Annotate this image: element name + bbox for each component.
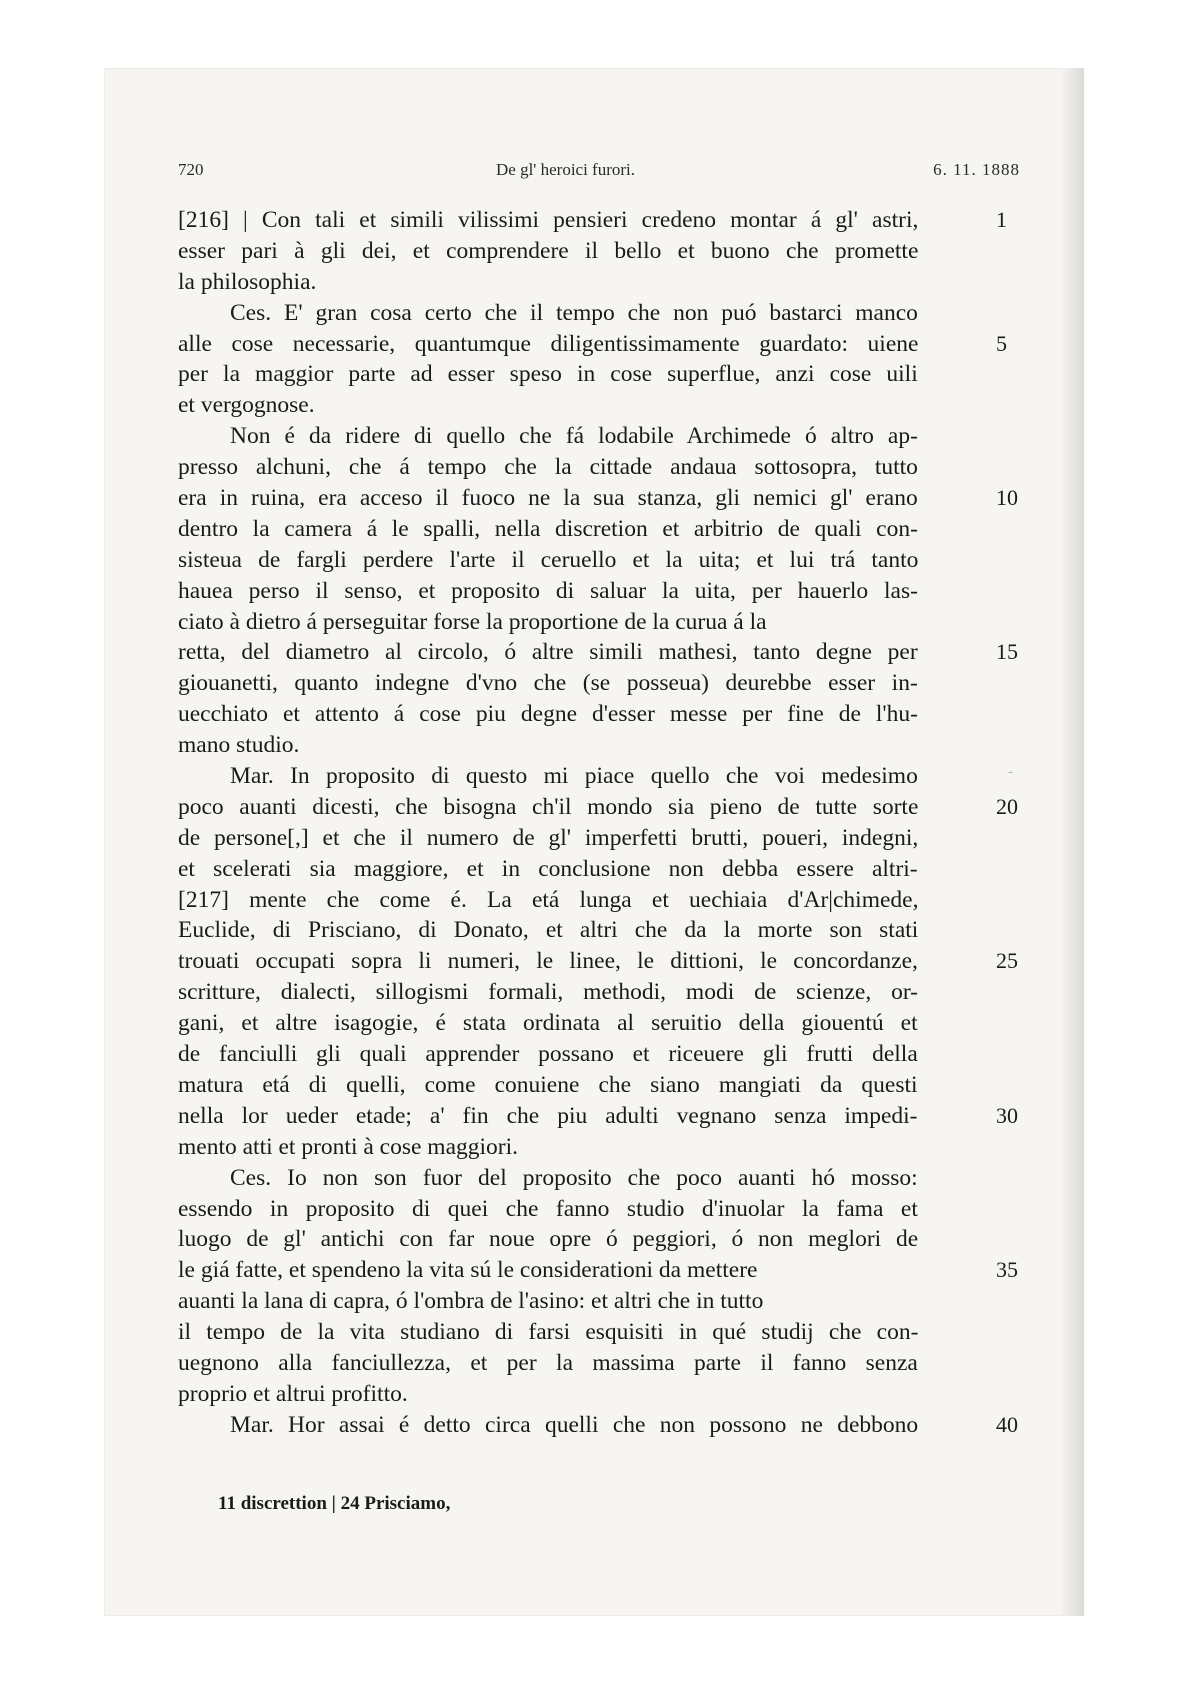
line-text: luogo de gl' antichi con far noue opre ó peggiori, ó non meglori de	[178, 1226, 919, 1253]
line-text: [216] | Con tali et simili vilissimi pensieri credeno montar á gl' astri,	[178, 207, 919, 233]
line-text: poco auanti dicesti, che bisogna ch'il mondo sia pieno de tutte sorte	[178, 793, 919, 820]
line-text: Ces. Io non son fuor del proposito che poco auanti hó mosso:	[230, 1164, 918, 1191]
text-line	[178, 1132, 984, 1163]
text-line	[178, 483, 1018, 514]
text-line	[178, 267, 984, 298]
text-line	[178, 946, 1018, 977]
text-line	[178, 1070, 984, 1101]
text-line	[178, 205, 1007, 236]
text-line	[178, 1224, 984, 1255]
text-line	[178, 1379, 984, 1410]
line-text: Non é da ridere di quello che fá lodabile Archimede ó altro ap-	[230, 423, 918, 450]
line-text: Mar. Hor assai é detto circa quelli che non possono ne debbono	[230, 1411, 919, 1438]
text-line	[178, 1317, 984, 1348]
page-header	[178, 160, 1020, 182]
line-text: sisteua de fargli perdere l'arte il ceruello et la uita; et lui trá tanto	[178, 546, 919, 573]
text-line	[178, 1255, 1018, 1286]
page-number: 720	[178, 160, 204, 179]
text-line	[178, 236, 984, 267]
line-text: trouati occupati sopra li numeri, le linee, le dittioni, le concordanze,	[178, 948, 918, 975]
line-text: de persone[,] et che il numero de gl' imperfetti brutti, poueri, indegni,	[178, 824, 919, 851]
text-line	[178, 390, 984, 421]
text-line	[178, 452, 984, 483]
running-title: De gl' heroici furori.	[496, 160, 636, 179]
line-text: la philosophia.	[178, 268, 317, 295]
line-text: Euclide, di Prisciano, di Donato, et altri che da la morte son stati	[178, 917, 919, 944]
margin-mark: -	[1008, 763, 1014, 781]
text-line	[178, 545, 984, 576]
text-line	[178, 607, 984, 638]
line-number: 1	[996, 207, 1007, 232]
line-text: presso alchuni, che á tempo che la cittade andaua sottosopra, tutto	[178, 454, 918, 481]
text-line	[178, 1410, 1018, 1441]
line-text: gani, et altre isagogie, é stata ordinata al seruitio della giouentú et	[178, 1010, 918, 1037]
line-text: [217] mente che come é. La etá lunga et uechiaia d'Ar|chimede,	[178, 886, 919, 913]
text-line	[178, 637, 1018, 668]
line-text: uecchiato et attento á cose piu degne d'esser messe per fine de l'hu-	[178, 701, 918, 728]
header-date: 6. 11. 1888	[933, 160, 1020, 179]
line-text: esser pari à gli dei, et comprendere il bello et buono che promette	[178, 237, 919, 264]
line-text: alle cose necessarie, quantumque diligentissimamente guardato: uiene	[178, 330, 919, 357]
text-line	[178, 1286, 984, 1317]
text-line	[178, 761, 1014, 792]
text-line	[178, 329, 1007, 360]
line-number: 5	[996, 330, 1007, 356]
text-line	[178, 792, 1018, 823]
line-text: de fanciulli gli quali apprender possano et riceuere gli frutti della	[178, 1041, 918, 1068]
footnote-variants: 11 discrettion | 24 Prisciamo,	[218, 1493, 451, 1514]
line-text: le giá fatte, et spendeno la vita sú le considerationi da mettere	[178, 1257, 758, 1284]
line-text: dentro la camera á le spalli, nella discretion et arbitrio de quali con-	[178, 515, 918, 542]
line-text: essendo in proposito di quei che fanno studio d'inuolar la fama et	[178, 1195, 918, 1222]
line-text: Mar. In proposito di questo mi piace quello che voi medesimo	[230, 763, 918, 790]
line-text: giouanetti, quanto indegne d'vno che (se posseua) deurebbe esser in-	[178, 670, 918, 697]
line-number: 20	[996, 793, 1018, 819]
text-line	[178, 977, 984, 1008]
line-text: auanti la lana di capra, ó l'ombra de l'asino: et altri che in tutto	[178, 1288, 764, 1315]
text-line	[178, 298, 984, 329]
text-line	[178, 854, 984, 885]
line-text: retta, del diametro al circolo, ó altre simili mathesi, tanto degne per	[178, 639, 918, 666]
text-line	[178, 668, 984, 699]
line-text: proprio et altrui profitto.	[178, 1380, 408, 1407]
line-text: per la maggior parte ad esser speso in cose superflue, anzi cose uili	[178, 361, 918, 388]
line-number: 15	[996, 639, 1018, 665]
line-number: 40	[996, 1411, 1018, 1437]
text-line	[178, 421, 984, 452]
text-line	[178, 885, 984, 916]
line-number: 35	[996, 1257, 1018, 1283]
line-number: 10	[996, 485, 1018, 511]
line-text: hauea perso il senso, et proposito di saluar la uita, per hauerlo las-	[178, 577, 918, 604]
line-text: il tempo de la vita studiano di farsi esquisiti in qué studij che con-	[178, 1319, 919, 1346]
line-text: Ces. E' gran cosa certo che il tempo che non puó bastarci manco	[230, 299, 918, 326]
text-line	[178, 915, 984, 946]
line-text: et vergognose.	[178, 392, 315, 419]
line-text: matura etá di quelli, come conuiene che siano mangiati da questi	[178, 1071, 918, 1098]
text-line	[178, 823, 984, 854]
text-line	[178, 1008, 984, 1039]
line-number: 25	[996, 948, 1018, 974]
line-text: ciato à dietro á perseguitar forse la proportione de la curua á la	[178, 608, 767, 635]
line-text: et scelerati sia maggiore, et in conclusione non debba essere altri-	[178, 855, 918, 882]
text-line	[178, 359, 984, 390]
line-text: mano studio.	[178, 732, 300, 759]
text-line	[178, 1039, 984, 1070]
text-line	[178, 1101, 1018, 1132]
text-line	[178, 576, 984, 607]
text-line	[178, 1163, 984, 1194]
text-line	[178, 1348, 984, 1379]
line-text: mento atti et pronti à cose maggiori.	[178, 1133, 519, 1160]
page-edge-shadow	[1062, 68, 1084, 1616]
line-text: nella lor ueder etade; a' fin che piu adulti vegnano senza impedi-	[178, 1102, 918, 1129]
line-number: 30	[996, 1102, 1018, 1128]
text-line	[178, 730, 984, 761]
main-text	[178, 205, 1018, 1441]
line-text: scritture, dialecti, sillogismi formali, methodi, modi de scienze, or-	[178, 979, 918, 1006]
text-line	[178, 514, 984, 545]
line-text: uegnono alla fanciullezza, et per la massima parte il fanno senza	[178, 1349, 918, 1376]
line-text: era in ruina, era acceso il fuoco ne la sua stanza, gli nemici gl' erano	[178, 485, 918, 512]
text-line	[178, 699, 984, 730]
text-line	[178, 1194, 984, 1225]
